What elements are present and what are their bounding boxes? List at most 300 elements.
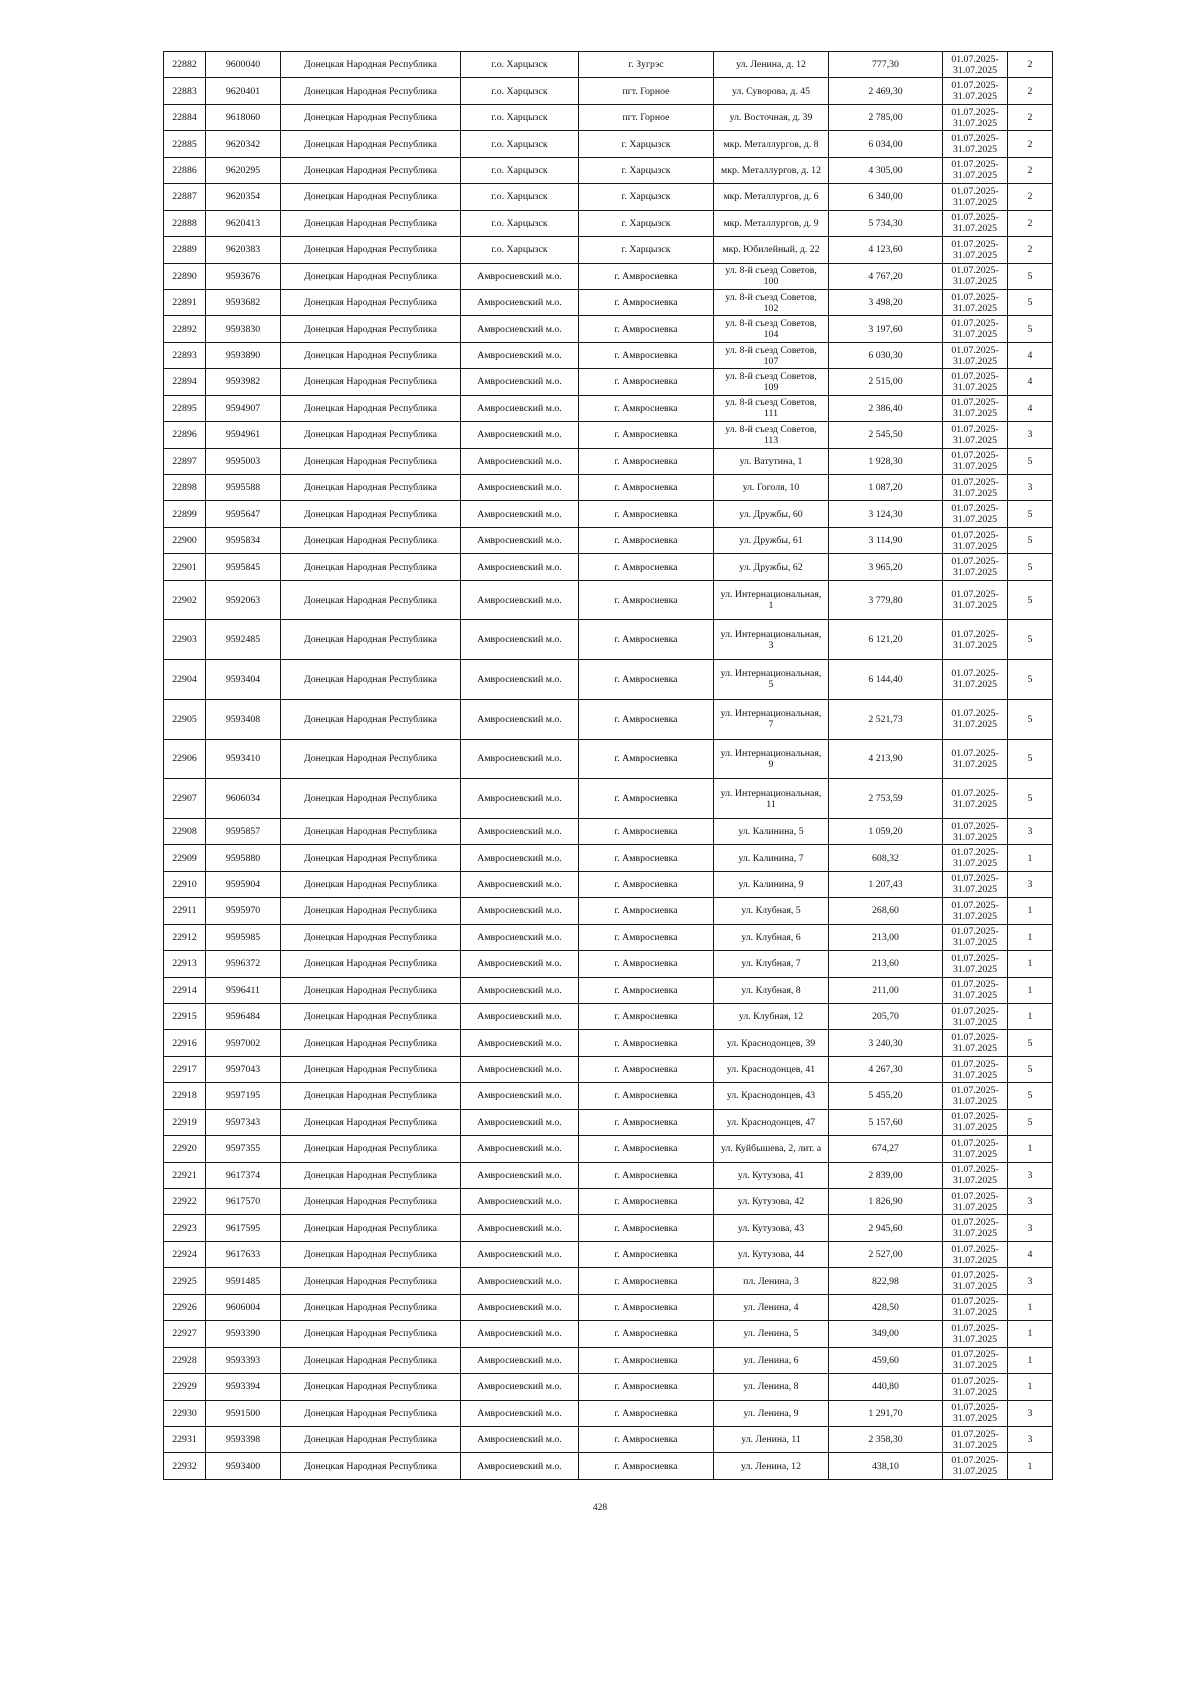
count-cell: 1 xyxy=(1008,845,1053,871)
municipality-cell: Амвросиевский м.о. xyxy=(461,1321,579,1347)
object-code-cell: 9593682 xyxy=(206,289,281,315)
region-cell: Донецкая Народная Республика xyxy=(281,977,461,1003)
count-cell: 4 xyxy=(1008,395,1053,421)
row-number-cell: 22893 xyxy=(164,342,206,368)
municipality-cell: г.о. Харцызск xyxy=(461,52,579,78)
settlement-cell: г. Амвросиевка xyxy=(579,1136,714,1162)
municipality-cell: Амвросиевский м.о. xyxy=(461,660,579,700)
object-code-cell: 9593408 xyxy=(206,699,281,739)
period-cell xyxy=(943,1374,1008,1400)
address-cell: ул. Интернациональная, 9 xyxy=(714,739,829,779)
region-cell: Донецкая Народная Республика xyxy=(281,1294,461,1320)
region-cell: Донецкая Народная Республика xyxy=(281,475,461,501)
table-row xyxy=(164,1453,1053,1479)
count-cell: 5 xyxy=(1008,501,1053,527)
table-row xyxy=(164,1083,1053,1109)
period-start: 01.07.2025- xyxy=(951,1164,999,1176)
region-cell: Донецкая Народная Республика xyxy=(281,580,461,620)
object-code-cell: 9596411 xyxy=(206,977,281,1003)
row-number-cell: 22895 xyxy=(164,395,206,421)
period-end: 31.07.2025 xyxy=(952,196,998,208)
period-cell xyxy=(943,1083,1008,1109)
table-row xyxy=(164,237,1053,263)
page-number: 428 xyxy=(592,1503,608,1513)
settlement-cell: г. Амвросиевка xyxy=(579,1400,714,1426)
settlement-cell: г. Харцызск xyxy=(579,131,714,157)
period-start: 01.07.2025- xyxy=(951,1349,999,1361)
period-cell xyxy=(943,263,1008,289)
area-cell: 213,00 xyxy=(829,924,943,950)
period-cell xyxy=(943,1189,1008,1215)
row-number-cell: 22891 xyxy=(164,289,206,315)
region-cell: Донецкая Народная Республика xyxy=(281,554,461,580)
table-row xyxy=(164,554,1053,580)
municipality-cell: Амвросиевский м.о. xyxy=(461,1294,579,1320)
period-cell xyxy=(943,475,1008,501)
object-code-cell: 9594907 xyxy=(206,395,281,421)
count-cell: 3 xyxy=(1008,1215,1053,1241)
municipality-cell: Амвросиевский м.о. xyxy=(461,342,579,368)
municipality-cell: г.о. Харцызск xyxy=(461,131,579,157)
period-start: 01.07.2025- xyxy=(951,1111,999,1123)
object-code-cell: 9618060 xyxy=(206,104,281,130)
address-cell: ул. Ленина, 9 xyxy=(714,1400,829,1426)
settlement-cell: г. Амвросиевка xyxy=(579,554,714,580)
settlement-cell: г. Амвросиевка xyxy=(579,1453,714,1479)
period-cell xyxy=(943,52,1008,78)
settlement-cell: г. Амвросиевка xyxy=(579,263,714,289)
region-cell: Донецкая Народная Республика xyxy=(281,78,461,104)
period-start: 01.07.2025- xyxy=(951,318,999,330)
address-cell: мкр. Металлургов, д. 9 xyxy=(714,210,829,236)
period-start: 01.07.2025- xyxy=(951,1428,999,1440)
period-start: 01.07.2025- xyxy=(951,159,999,171)
period-end: 31.07.2025 xyxy=(952,831,998,843)
count-cell: 5 xyxy=(1008,554,1053,580)
address-cell: ул. Калинина, 9 xyxy=(714,871,829,897)
address-cell: ул. Дружбы, 60 xyxy=(714,501,829,527)
object-code-cell: 9597343 xyxy=(206,1109,281,1135)
period-end: 31.07.2025 xyxy=(952,1307,998,1319)
settlement-cell: г. Амвросиевка xyxy=(579,1003,714,1029)
region-cell: Донецкая Народная Республика xyxy=(281,1136,461,1162)
count-cell: 5 xyxy=(1008,448,1053,474)
row-number-cell: 22899 xyxy=(164,501,206,527)
row-number-cell: 22910 xyxy=(164,871,206,897)
table-row xyxy=(164,289,1053,315)
region-cell: Донецкая Народная Республика xyxy=(281,699,461,739)
period-cell xyxy=(943,1400,1008,1426)
table-row xyxy=(164,1109,1053,1135)
period-end: 31.07.2025 xyxy=(952,276,998,288)
address-cell: ул. 8-й съезд Советов, 111 xyxy=(714,395,829,421)
object-code-cell: 9595985 xyxy=(206,924,281,950)
row-number-cell: 22902 xyxy=(164,580,206,620)
settlement-cell: г. Амвросиевка xyxy=(579,1426,714,1452)
address-cell: ул. Клубная, 7 xyxy=(714,951,829,977)
object-code-cell: 9595647 xyxy=(206,501,281,527)
settlement-cell: пгт. Горное xyxy=(579,78,714,104)
settlement-cell: г. Амвросиевка xyxy=(579,527,714,553)
table-row xyxy=(164,1241,1053,1267)
table-row xyxy=(164,501,1053,527)
period-cell xyxy=(943,699,1008,739)
count-cell: 2 xyxy=(1008,104,1053,130)
area-cell: 2 527,00 xyxy=(829,1241,943,1267)
municipality-cell: Амвросиевский м.о. xyxy=(461,369,579,395)
count-cell: 3 xyxy=(1008,475,1053,501)
address-cell: ул. Калинина, 5 xyxy=(714,818,829,844)
period-cell xyxy=(943,1241,1008,1267)
area-cell: 4 267,30 xyxy=(829,1056,943,1082)
settlement-cell: г. Амвросиевка xyxy=(579,620,714,660)
settlement-cell: г. Амвросиевка xyxy=(579,977,714,1003)
table-row xyxy=(164,580,1053,620)
settlement-cell: г. Амвросиевка xyxy=(579,501,714,527)
object-code-cell: 9591500 xyxy=(206,1400,281,1426)
table-row xyxy=(164,1268,1053,1294)
count-cell: 5 xyxy=(1008,699,1053,739)
count-cell: 1 xyxy=(1008,1347,1053,1373)
settlement-cell: г. Амвросиевка xyxy=(579,1083,714,1109)
area-cell: 213,60 xyxy=(829,951,943,977)
area-cell: 5 157,60 xyxy=(829,1109,943,1135)
object-code-cell: 9600040 xyxy=(206,52,281,78)
period-start: 01.07.2025- xyxy=(951,476,999,488)
period-end: 31.07.2025 xyxy=(952,1333,998,1345)
period-end: 31.07.2025 xyxy=(952,461,998,473)
area-cell: 438,10 xyxy=(829,1453,943,1479)
settlement-cell: г. Амвросиевка xyxy=(579,1162,714,1188)
row-number-cell: 22904 xyxy=(164,660,206,700)
period-cell xyxy=(943,342,1008,368)
row-number-cell: 22908 xyxy=(164,818,206,844)
period-cell xyxy=(943,501,1008,527)
settlement-cell: г. Амвросиевка xyxy=(579,1374,714,1400)
object-code-cell: 9593398 xyxy=(206,1426,281,1452)
period-end: 31.07.2025 xyxy=(952,990,998,1002)
object-code-cell: 9593393 xyxy=(206,1347,281,1373)
count-cell: 5 xyxy=(1008,1083,1053,1109)
period-cell xyxy=(943,1030,1008,1056)
settlement-cell: г. Амвросиевка xyxy=(579,845,714,871)
period-start: 01.07.2025- xyxy=(951,529,999,541)
municipality-cell: Амвросиевский м.о. xyxy=(461,1374,579,1400)
municipality-cell: г.о. Харцызск xyxy=(461,78,579,104)
count-cell: 1 xyxy=(1008,1294,1053,1320)
row-number-cell: 22909 xyxy=(164,845,206,871)
period-end: 31.07.2025 xyxy=(952,1413,998,1425)
region-cell: Донецкая Народная Республика xyxy=(281,818,461,844)
count-cell: 5 xyxy=(1008,263,1053,289)
table-row xyxy=(164,951,1053,977)
object-code-cell: 9595857 xyxy=(206,818,281,844)
address-cell: ул. Клубная, 6 xyxy=(714,924,829,950)
period-cell xyxy=(943,924,1008,950)
area-cell: 205,70 xyxy=(829,1003,943,1029)
period-cell xyxy=(943,210,1008,236)
table-row xyxy=(164,395,1053,421)
period-end: 31.07.2025 xyxy=(952,884,998,896)
count-cell: 5 xyxy=(1008,527,1053,553)
municipality-cell: Амвросиевский м.о. xyxy=(461,1347,579,1373)
period-cell xyxy=(943,1003,1008,1029)
period-start: 01.07.2025- xyxy=(951,589,999,601)
period-cell xyxy=(943,1136,1008,1162)
region-cell: Донецкая Народная Республика xyxy=(281,369,461,395)
area-cell: 4 767,20 xyxy=(829,263,943,289)
region-cell: Донецкая Народная Республика xyxy=(281,184,461,210)
municipality-cell: Амвросиевский м.о. xyxy=(461,422,579,448)
area-cell: 2 753,59 xyxy=(829,779,943,819)
area-cell: 4 123,60 xyxy=(829,237,943,263)
count-cell: 3 xyxy=(1008,1189,1053,1215)
object-code-cell: 9620383 xyxy=(206,237,281,263)
period-end: 31.07.2025 xyxy=(952,1201,998,1213)
row-number-cell: 22922 xyxy=(164,1189,206,1215)
address-cell: ул. 8-й съезд Советов, 100 xyxy=(714,263,829,289)
region-cell: Донецкая Народная Республика xyxy=(281,779,461,819)
period-start: 01.07.2025- xyxy=(951,106,999,118)
address-cell: ул. Калинина, 7 xyxy=(714,845,829,871)
municipality-cell: Амвросиевский м.о. xyxy=(461,1136,579,1162)
period-end: 31.07.2025 xyxy=(952,963,998,975)
settlement-cell: г. Амвросиевка xyxy=(579,871,714,897)
count-cell: 5 xyxy=(1008,620,1053,660)
address-cell: ул. Ленина, 5 xyxy=(714,1321,829,1347)
row-number-cell: 22915 xyxy=(164,1003,206,1029)
table-row xyxy=(164,620,1053,660)
object-code-cell: 9617595 xyxy=(206,1215,281,1241)
area-cell: 6 144,40 xyxy=(829,660,943,700)
period-end: 31.07.2025 xyxy=(952,381,998,393)
address-cell: ул. Интернациональная, 7 xyxy=(714,699,829,739)
address-cell: мкр. Металлургов, д. 8 xyxy=(714,131,829,157)
period-end: 31.07.2025 xyxy=(952,1466,998,1478)
settlement-cell: г. Амвросиевка xyxy=(579,422,714,448)
period-start: 01.07.2025- xyxy=(951,1058,999,1070)
period-start: 01.07.2025- xyxy=(951,450,999,462)
object-code-cell: 9593982 xyxy=(206,369,281,395)
period-cell xyxy=(943,237,1008,263)
address-cell: ул. Краснодонцев, 39 xyxy=(714,1030,829,1056)
municipality-cell: Амвросиевский м.о. xyxy=(461,1083,579,1109)
settlement-cell: г. Амвросиевка xyxy=(579,660,714,700)
municipality-cell: Амвросиевский м.о. xyxy=(461,263,579,289)
table-row xyxy=(164,157,1053,183)
table-row xyxy=(164,78,1053,104)
period-end: 31.07.2025 xyxy=(952,798,998,810)
period-end: 31.07.2025 xyxy=(952,540,998,552)
table-row xyxy=(164,977,1053,1003)
area-cell: 608,32 xyxy=(829,845,943,871)
object-code-cell: 9593890 xyxy=(206,342,281,368)
area-cell: 3 197,60 xyxy=(829,316,943,342)
period-start: 01.07.2025- xyxy=(951,708,999,720)
object-code-cell: 9606004 xyxy=(206,1294,281,1320)
municipality-cell: Амвросиевский м.о. xyxy=(461,1215,579,1241)
settlement-cell: г. Харцызск xyxy=(579,157,714,183)
table-row xyxy=(164,1056,1053,1082)
region-cell: Донецкая Народная Республика xyxy=(281,52,461,78)
period-end: 31.07.2025 xyxy=(952,302,998,314)
address-cell: ул. Клубная, 8 xyxy=(714,977,829,1003)
row-number-cell: 22916 xyxy=(164,1030,206,1056)
area-cell: 1 291,70 xyxy=(829,1400,943,1426)
address-cell: ул. 8-й съезд Советов, 104 xyxy=(714,316,829,342)
municipality-cell: Амвросиевский м.о. xyxy=(461,475,579,501)
area-cell: 2 945,60 xyxy=(829,1215,943,1241)
table-row xyxy=(164,779,1053,819)
area-cell: 3 498,20 xyxy=(829,289,943,315)
row-number-cell: 22897 xyxy=(164,448,206,474)
settlement-cell: г. Амвросиевка xyxy=(579,818,714,844)
row-number-cell: 22920 xyxy=(164,1136,206,1162)
area-cell: 3 779,80 xyxy=(829,580,943,620)
table-row xyxy=(164,898,1053,924)
object-code-cell: 9593404 xyxy=(206,660,281,700)
object-code-cell: 9617570 xyxy=(206,1189,281,1215)
municipality-cell: Амвросиевский м.о. xyxy=(461,620,579,660)
region-cell: Донецкая Народная Республика xyxy=(281,739,461,779)
object-code-cell: 9597002 xyxy=(206,1030,281,1056)
object-code-cell: 9606034 xyxy=(206,779,281,819)
period-cell xyxy=(943,1426,1008,1452)
period-start: 01.07.2025- xyxy=(951,238,999,250)
municipality-cell: Амвросиевский м.о. xyxy=(461,1241,579,1267)
table-row xyxy=(164,1189,1053,1215)
region-cell: Донецкая Народная Республика xyxy=(281,289,461,315)
period-end: 31.07.2025 xyxy=(952,144,998,156)
period-start: 01.07.2025- xyxy=(951,820,999,832)
table-row xyxy=(164,1162,1053,1188)
region-cell: Донецкая Народная Республика xyxy=(281,1215,461,1241)
address-cell: ул. Ватутина, 1 xyxy=(714,448,829,474)
municipality-cell: Амвросиевский м.о. xyxy=(461,395,579,421)
municipality-cell: Амвросиевский м.о. xyxy=(461,951,579,977)
area-cell: 6 340,00 xyxy=(829,184,943,210)
period-end: 31.07.2025 xyxy=(952,600,998,612)
row-number-cell: 22886 xyxy=(164,157,206,183)
count-cell: 1 xyxy=(1008,1453,1053,1479)
period-end: 31.07.2025 xyxy=(952,1386,998,1398)
region-cell: Донецкая Народная Республика xyxy=(281,1083,461,1109)
settlement-cell: г. Харцызск xyxy=(579,237,714,263)
object-code-cell: 9595003 xyxy=(206,448,281,474)
settlement-cell: г. Зугрэс xyxy=(579,52,714,78)
table-row xyxy=(164,1215,1053,1241)
object-code-cell: 9620342 xyxy=(206,131,281,157)
municipality-cell: г.о. Харцызск xyxy=(461,104,579,130)
table-row xyxy=(164,1347,1053,1373)
municipality-cell: Амвросиевский м.о. xyxy=(461,1426,579,1452)
municipality-cell: г.о. Харцызск xyxy=(461,210,579,236)
municipality-cell: Амвросиевский м.о. xyxy=(461,1003,579,1029)
table-row xyxy=(164,369,1053,395)
area-cell: 3 965,20 xyxy=(829,554,943,580)
table-row xyxy=(164,1136,1053,1162)
period-start: 01.07.2025- xyxy=(951,628,999,640)
object-code-cell: 9620401 xyxy=(206,78,281,104)
period-start: 01.07.2025- xyxy=(951,1322,999,1334)
period-start: 01.07.2025- xyxy=(951,265,999,277)
address-cell: ул. Кутузова, 41 xyxy=(714,1162,829,1188)
address-cell: ул. Интернациональная, 11 xyxy=(714,779,829,819)
address-cell: ул. 8-й съезд Советов, 109 xyxy=(714,369,829,395)
count-cell: 5 xyxy=(1008,1109,1053,1135)
period-end: 31.07.2025 xyxy=(952,639,998,651)
municipality-cell: Амвросиевский м.о. xyxy=(461,779,579,819)
address-cell: мкр. Юбилейный, д. 22 xyxy=(714,237,829,263)
address-cell: ул. Краснодонцев, 41 xyxy=(714,1056,829,1082)
table-row xyxy=(164,263,1053,289)
period-start: 01.07.2025- xyxy=(951,291,999,303)
region-cell: Донецкая Народная Республика xyxy=(281,871,461,897)
period-start: 01.07.2025- xyxy=(951,1032,999,1044)
area-cell: 5 455,20 xyxy=(829,1083,943,1109)
address-cell: ул. Кутузова, 44 xyxy=(714,1241,829,1267)
period-start: 01.07.2025- xyxy=(951,503,999,515)
period-start: 01.07.2025- xyxy=(951,133,999,145)
address-cell: ул. Суворова, д. 45 xyxy=(714,78,829,104)
period-start: 01.07.2025- xyxy=(951,1137,999,1149)
object-code-cell: 9595588 xyxy=(206,475,281,501)
count-cell: 2 xyxy=(1008,52,1053,78)
period-end: 31.07.2025 xyxy=(952,858,998,870)
area-cell: 349,00 xyxy=(829,1321,943,1347)
area-cell: 777,30 xyxy=(829,52,943,78)
count-cell: 3 xyxy=(1008,1268,1053,1294)
period-cell xyxy=(943,1294,1008,1320)
period-cell xyxy=(943,898,1008,924)
count-cell: 2 xyxy=(1008,131,1053,157)
region-cell: Донецкая Народная Республика xyxy=(281,1374,461,1400)
municipality-cell: Амвросиевский м.о. xyxy=(461,871,579,897)
row-number-cell: 22926 xyxy=(164,1294,206,1320)
row-number-cell: 22906 xyxy=(164,739,206,779)
region-cell: Донецкая Народная Республика xyxy=(281,448,461,474)
settlement-cell: г. Амвросиевка xyxy=(579,924,714,950)
row-number-cell: 22912 xyxy=(164,924,206,950)
row-number-cell: 22923 xyxy=(164,1215,206,1241)
period-end: 31.07.2025 xyxy=(952,1095,998,1107)
object-code-cell: 9595970 xyxy=(206,898,281,924)
object-code-cell: 9620354 xyxy=(206,184,281,210)
settlement-cell: г. Амвросиевка xyxy=(579,448,714,474)
table-row xyxy=(164,818,1053,844)
count-cell: 1 xyxy=(1008,924,1053,950)
registry-table xyxy=(163,51,1053,1480)
municipality-cell: Амвросиевский м.о. xyxy=(461,845,579,871)
period-cell xyxy=(943,580,1008,620)
table-row xyxy=(164,660,1053,700)
count-cell: 5 xyxy=(1008,316,1053,342)
object-code-cell: 9595834 xyxy=(206,527,281,553)
object-code-cell: 9592063 xyxy=(206,580,281,620)
municipality-cell: Амвросиевский м.о. xyxy=(461,699,579,739)
region-cell: Донецкая Народная Республика xyxy=(281,1400,461,1426)
count-cell: 5 xyxy=(1008,779,1053,819)
period-cell xyxy=(943,1056,1008,1082)
municipality-cell: Амвросиевский м.о. xyxy=(461,1453,579,1479)
area-cell: 2 386,40 xyxy=(829,395,943,421)
period-end: 31.07.2025 xyxy=(952,1281,998,1293)
row-number-cell: 22929 xyxy=(164,1374,206,1400)
row-number-cell: 22905 xyxy=(164,699,206,739)
area-cell: 6 121,20 xyxy=(829,620,943,660)
address-cell: ул. Интернациональная, 1 xyxy=(714,580,829,620)
count-cell: 1 xyxy=(1008,1003,1053,1029)
